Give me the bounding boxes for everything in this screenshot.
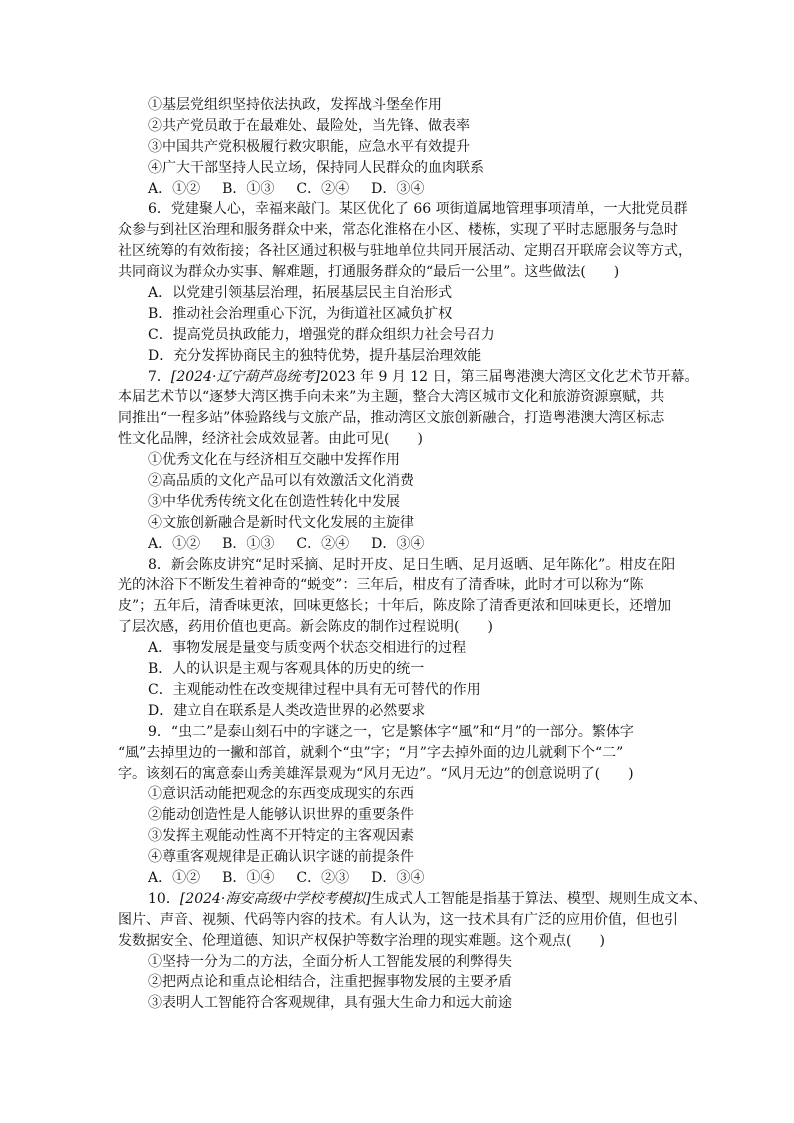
q10-stem-start: 生成式人工智能是指基于算法、模型、规则生成文本、 <box>370 890 707 907</box>
q6-option-b: B．推动社会治理重心下沉，为街道社区减负扩权 <box>148 305 453 322</box>
q8-option-a: A．事物发展是量变与质变两个状态交相进行的过程 <box>148 640 467 657</box>
q9-stem-line: 9．“虫二”是泰山刻石中的字谜之一，它是繁体字“風”和“月”的一部分。繁体字 <box>148 723 634 740</box>
q7-source: [2024·辽宁葫芦岛统考] <box>170 368 320 385</box>
q10-statement: ②把两点论和重点论相结合，注重把握事物发展的主要矛盾 <box>148 974 512 991</box>
q7-answer-c: C．②④ <box>296 535 350 552</box>
q7-answers <box>118 534 678 555</box>
q6-stem-line: 共同商议为群众办实事、解难题，打通服务群众的“最后一公里”。这些做法( ) <box>118 264 620 281</box>
q7-stem-line: 性文化品牌，经济社会成效显著。由此可见( ) <box>118 431 423 448</box>
q5-answers <box>118 179 678 200</box>
q5-statement: ④广大干部坚持人民立场，保持同人民群众的血肉联系 <box>148 159 484 176</box>
q7-statement: ①优秀文化在与经济相互交融中发挥作用 <box>148 452 400 469</box>
q6-option-d: D．充分发挥协商民主的独特优势，提升基层治理效能 <box>148 347 482 364</box>
q8-stem-line: 8．新会陈皮讲究“足时采摘、足时开皮、足日生晒、足月返晒、足年陈化”。柑皮在阳 <box>148 556 676 573</box>
q9-statement: ①意识活动能把观念的东西变成现实的东西 <box>148 786 414 803</box>
q9-answer-c: C．②③ <box>296 869 350 886</box>
q6-stem-line: 社区统筹的有效衔接；各社区通过积极与驻地单位共同开展活动、定期召开联席会议等方式， <box>118 243 692 260</box>
q7-number: 7． <box>148 368 171 385</box>
q7-answer-b: B．①③ <box>222 535 275 552</box>
q10-stem-line: 图片、声音、视频、代码等内容的技术。有人认为，这一技术具有广泛的应用价值，但也引 <box>118 911 678 928</box>
q9-answer-d: D．③④ <box>371 869 425 886</box>
q9-stem-line: 字。该刻石的寓意泰山秀美雄浑景观为“风月无边”。“风月无边”的创意说明了( ) <box>118 765 634 782</box>
q6-option-a: A．以党建引领基层治理，拓展基层民主自治形式 <box>148 285 453 302</box>
q10-number: 10． <box>148 890 180 907</box>
q5-answer-a: A．①② <box>148 180 201 197</box>
q6-stem-line: 众参与到社区治理和服务群众中来，常态化淮格在小区、楼栋，实现了平时志愿服务与急时 <box>118 222 678 239</box>
q8-stem-line: 了层次感，药用价值也更高。新会陈皮的制作过程说明( ) <box>118 619 493 636</box>
q7-answer-d: D．③④ <box>371 535 425 552</box>
q7-stem-line: 同推出“一程多站”体验路线与文旅产品，推动湾区文旅创新融合，打造粤港澳大湾区标志 <box>118 410 665 427</box>
q8-option-b: B．人的认识是主观与客观具体的历史的统一 <box>148 661 425 678</box>
q9-answer-a: A．①② <box>148 869 201 886</box>
q5-answer-c: C．②④ <box>296 180 350 197</box>
q10-stem-first-line <box>118 889 707 910</box>
q7-statement: ②高品质的文化产品可以有效激活文化消费 <box>148 473 414 490</box>
q6-option-c: C．提高党员执政能力，增强党的群众组织力社会号召力 <box>148 326 495 343</box>
q7-statement: ③中华优秀传统文化在创造性转化中发展 <box>148 493 400 510</box>
q10-statement: ③表明人工智能符合客观规律，具有强大生命力和远大前途 <box>148 995 512 1012</box>
q10-source: [2024·海安高级中学校考模拟] <box>179 890 371 907</box>
page-content <box>118 95 707 1014</box>
q9-statement: ③发挥主观能动性离不开特定的主客观因素 <box>148 828 414 845</box>
q8-option-d: D．建立自在联系是人类改造世界的必然要求 <box>148 702 426 719</box>
q9-answer-b: B．①④ <box>222 869 275 886</box>
q10-stem-line: 发数据安全、伦理道德、知识产权保护等数字治理的现实难题。这个观点( ) <box>118 932 605 949</box>
q9-statement: ④尊重客观规律是正确认识字谜的前提条件 <box>148 849 414 866</box>
q9-stem-line: “風”去掉里边的一撇和部首，就剩个“虫”字；“月”字去掉外面的边儿就剩下个“二” <box>118 744 624 761</box>
q5-statement: ②共产党员敢于在最难处、最险处，当先锋、做表率 <box>148 117 470 134</box>
q9-statement: ②能动创造性是人能够认识世界的重要条件 <box>148 807 414 824</box>
q6-stem-line: 6．党建聚人心，幸福来敲门。某区优化了 66 项街道属地管理事项清单，一大批党员群 <box>148 201 688 218</box>
q5-answer-d: D．③④ <box>371 180 425 197</box>
q7-stem-line: 本届艺术节以“逐梦大湾区携手向未来”为主题，整合大湾区城市文化和旅游资源禀赋，共 <box>118 389 665 406</box>
q10-statement: ①坚持一分为二的方法，全面分析人工智能发展的利弊得失 <box>148 953 512 970</box>
q7-answer-a: A．①② <box>148 535 201 552</box>
q8-option-c: C．主观能动性在改变规律过程中具有无可替代的作用 <box>148 681 481 698</box>
q5-statement: ①基层党组织坚持依法执政，发挥战斗堡垒作用 <box>148 97 442 113</box>
q8-stem-line: 皮”；五年后，清香味更浓，回味更悠长；十年后，陈皮除了清香更浓和回味更长，还增加 <box>118 598 672 615</box>
q7-stem-start: 2023 年 9 月 12 日，第三届粤港澳大湾区文化艺术节开幕。 <box>319 368 699 385</box>
q9-answers <box>118 868 678 889</box>
q8-stem-line: 光的沐浴下不断发生着神奇的“蜕变”：三年后，柑皮有了清香味，此时才可以称为“陈 <box>118 577 644 594</box>
q7-statement: ④文旅创新融合是新时代文化发展的主旋律 <box>148 514 414 531</box>
q5-statement: ③中国共产党积极履行救灾职能，应急水平有效提升 <box>148 138 470 155</box>
q7-stem-first-line <box>118 367 699 388</box>
q5-answer-b: B．①③ <box>222 180 275 197</box>
